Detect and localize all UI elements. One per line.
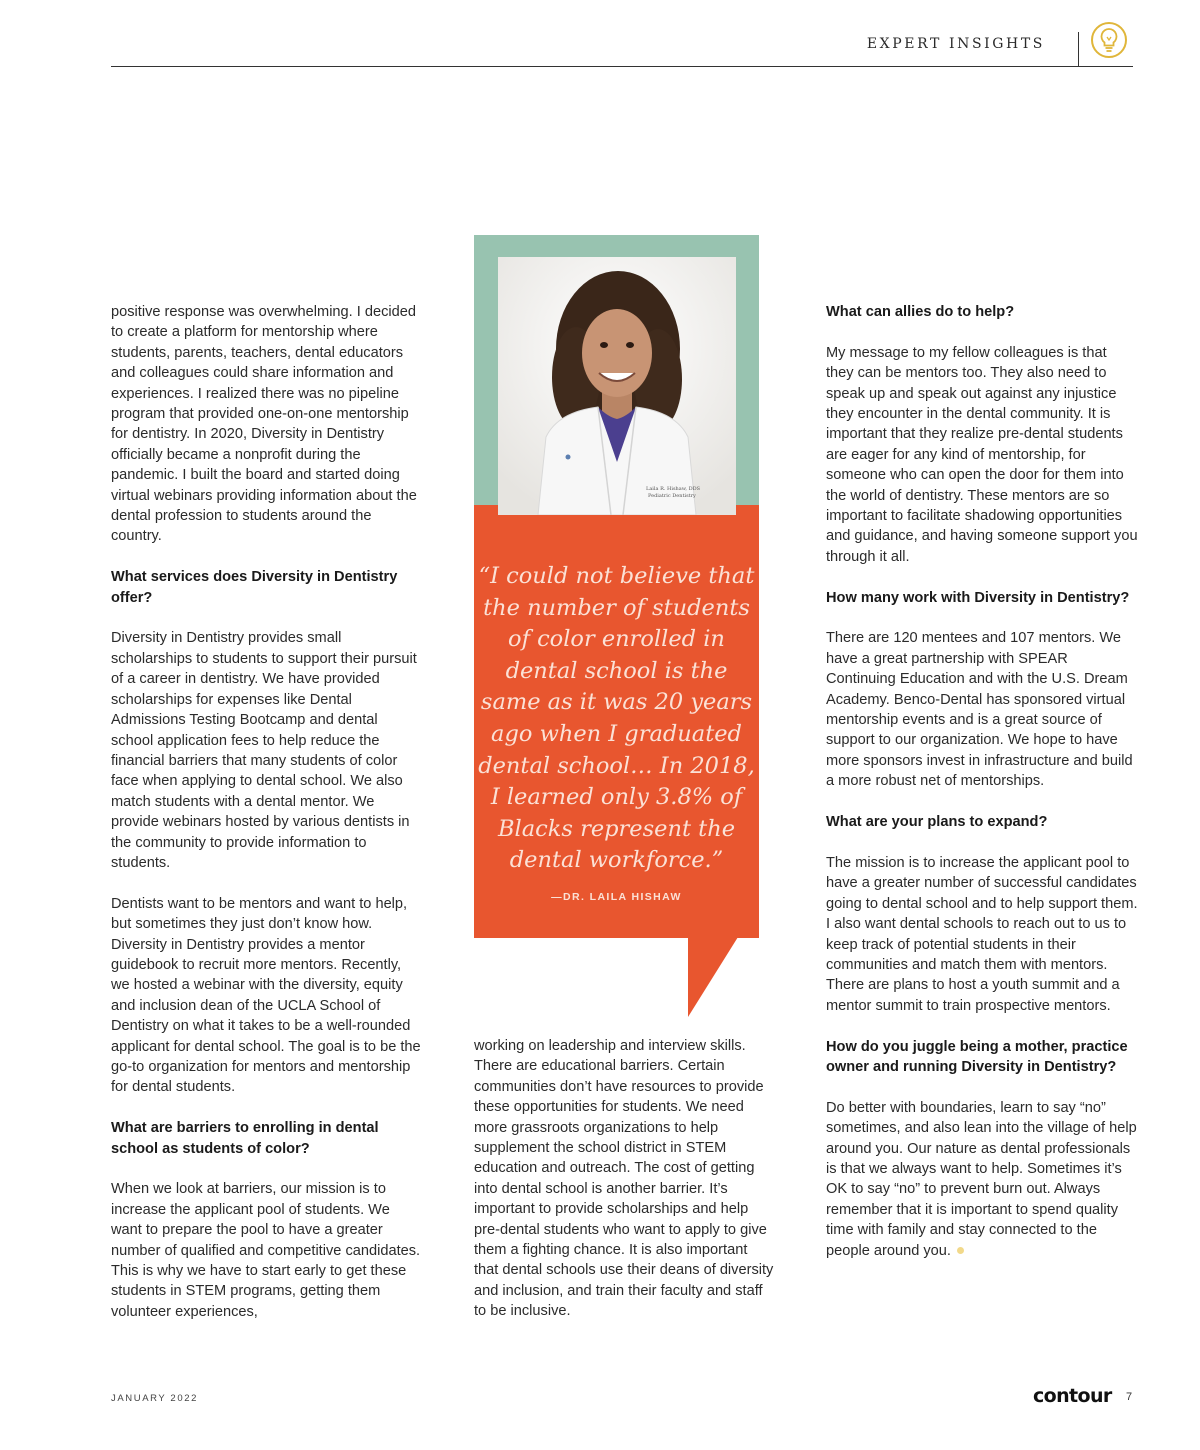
body-paragraph: Diversity in Dentistry provides small scholarships to students to support their pursuit of a career in dentistry. We have provided scholarships for expenses like Dental Admissions Testing Bootcamp and dental school application fees to help reduce the financial barriers that many students of color face when applying to dental school. We also match students with a dental mentor. We provide webinars hosted by various dentists in the community to provide information to students.: [111, 630, 417, 871]
pull-quote-text: “I could not believe that the number of students of color enrolled in dental school is the same as it was 20 years ago when I graduated dental school… In 2018, I learned only 3.8% of Blacks represent the dental workforce.”: [478, 563, 755, 874]
body-paragraph: There are 120 mentees and 107 mentors. We have a great partnership with SPEAR Continuing Education and with the U.S. Dream Academy. Benco-Dental has sponsored virtual mentorship events and is a great source of support to our organization. We hope to have more sponsors invest in infrastructure and build a more robust net of mentorships.: [826, 630, 1133, 790]
header-divider: [1078, 32, 1079, 66]
question-heading: What can allies do to help?: [826, 304, 1015, 320]
pull-quote-box: [474, 235, 759, 938]
lightbulb-icon: [1090, 21, 1128, 59]
footer-date: JANUARY 2022: [111, 1393, 198, 1404]
portrait-illustration: [498, 257, 736, 515]
body-paragraph-final: [826, 1098, 1138, 1261]
coat-embroidery-line1: Laila R. Hishaw, DDS: [646, 486, 701, 492]
section-label: EXPERT INSIGHTS: [866, 36, 1045, 52]
question-heading: What services does Diversity in Dentistry offer?: [111, 569, 398, 606]
question-heading: How do you juggle being a mother, practice owner and running Diversity in Dentistry?: [826, 1038, 1128, 1075]
body-paragraph: working on leadership and interview skills. There are educational barriers. Certain communities don’t have resources to provide these opportunities for students. We need more grassroots organizations to help supplement the school district in STEM education and outreach. The cost of getting into dental school is another barrier. It’s important to provide scholarships and help pre-dental students who want to apply to give them a fighting chance. It is also important that dental schools use their deans of diversity and inclusion, and train their faculty and staff to be inclusive.: [474, 1038, 774, 1320]
article-column-right: [826, 302, 1138, 1261]
question-heading: How many work with Diversity in Dentistry?: [826, 589, 1130, 606]
body-paragraph: positive response was overwhelming. I decided to create a platform for mentorship where students, parents, teachers, dental educators and colleagues could share information and experiences. I realized there was no pipeline program that provided one-on-one mentorship for dentistry. In 2020, Diversity in Dentistry officially became a nonprofit during the pandemic. I built the board and started doing virtual webinars providing information about the dental profession to students around the country.: [111, 304, 417, 545]
body-paragraph: My message to my fellow colleagues is that they can be mentors too. They also need to speak up and speak out against any injustice they encounter in the dental community. It is important that they realize pre-dental students are eager for any kind of mentorship, for someone who can open the door for them into the world of dentistry. These mentors are so important to facilitate shadowing opportunities and guidance, and having someone support you through it all.: [826, 344, 1138, 565]
portrait-photo: [498, 257, 736, 515]
contour-logo: contour: [1033, 1385, 1112, 1407]
closing-text: Do better with boundaries, learn to say “no” sometimes, and also lean into the village of help around you. Our nature as dental professionals is that we always want to help. Sometimes it’s OK to say “no” to prevent burn out. Always remember that it is important to spend quality time with family and stay connected to the people around you.: [826, 1099, 1137, 1259]
question-heading: What are your plans to expand?: [826, 814, 1048, 831]
body-paragraph: Dentists want to be mentors and want to help, but sometimes they just don’t know how. Diversity in Dentistry provides a mentor guidebook to recruit more mentors. Recently, we hosted a webinar with the diversity, equity and inclusion dean of the UCLA School of Dentistry on what it takes to be a well-rounded applicant for dental school. The goal is to be the go-to organization for mentors and mentorship for dental students.: [111, 895, 421, 1096]
body-paragraph: When we look at barriers, our mission is to increase the applicant pool of students. We want to prepare the pool to have a greater number of qualified and competitive candidates. This is why we have to start early to get these students in STEM programs, getting them volunteer experiences,: [111, 1181, 421, 1320]
coat-embroidery-line2: Pediatric Dentistry: [648, 493, 696, 499]
question-heading: What are barriers to enrolling in dental school as students of color?: [111, 1120, 379, 1157]
article-column-middle: [474, 1036, 774, 1322]
article-column-left: [111, 302, 423, 1322]
speech-bubble-tail: [688, 937, 738, 1017]
end-mark-icon: [957, 1247, 964, 1254]
page-number: 7: [1126, 1391, 1133, 1403]
body-paragraph: The mission is to increase the applicant pool to have a greater number of successful candidates going to dental school and to help support them. I also want dental schools to reach out to us to keep track of potential students in their communities and match them with mentors. There are plans to host a youth summit and a mentor summit to train prospective mentors.: [826, 854, 1138, 1014]
pull-quote-attribution: —DR. LAILA HISHAW: [551, 891, 682, 903]
header-rule: [111, 66, 1133, 67]
